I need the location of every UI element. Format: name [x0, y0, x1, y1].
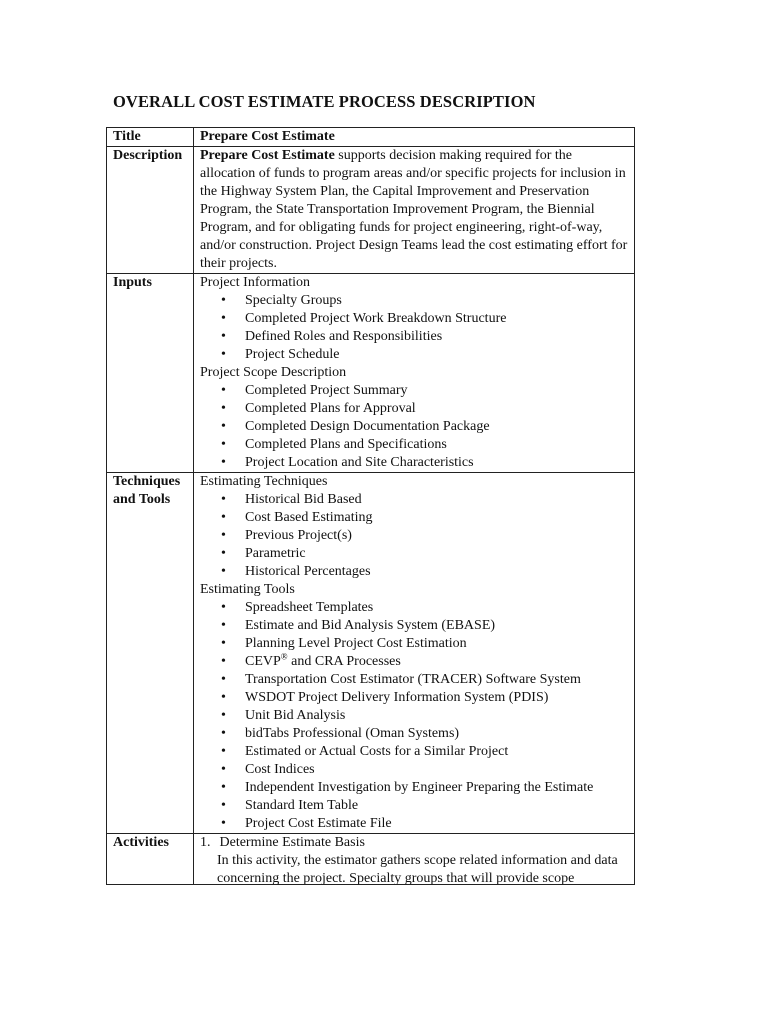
list-item [200, 653, 630, 671]
list-item: • Transportation Cost Estimator (TRACER) Software System [200, 671, 630, 689]
list-item: • Project Location and Site Characteristics [200, 454, 630, 472]
process-table [106, 127, 635, 885]
techniques-group-estimating-techniques: Estimating Techniques [200, 474, 328, 489]
list-item: • Standard Item Table [200, 797, 630, 815]
step-number: 1. [200, 835, 211, 850]
row-label-inputs: Inputs [107, 274, 194, 473]
table-row-inputs [107, 274, 635, 473]
list-item: • Cost Based Estimating [200, 509, 630, 527]
table-row-description [107, 147, 635, 274]
list-item: • Estimate and Bid Analysis System (EBASE) [200, 617, 630, 635]
list-item: • Historical Percentages [200, 563, 630, 581]
list-item: • Completed Project Work Breakdown Structure [200, 310, 630, 328]
list-item: • Completed Design Documentation Package [200, 418, 630, 436]
row-label-activities: Activities [107, 834, 194, 885]
inputs-group-project-information: Project Information [200, 275, 311, 290]
list-item: • Historical Bid Based [200, 491, 630, 509]
list-item: • Specialty Groups [200, 292, 630, 310]
list-item: • Completed Plans for Approval [200, 400, 630, 418]
inputs-value [194, 274, 635, 473]
activities-value [194, 834, 635, 885]
description-text: supports decision making required for the allocation of funds to program areas and/or specific projects for inclusion in the Highway System Plan, the Capital Improvement and Preservation Program, the State Transportation Improvement Program, the Biennial Program, and for obligating funds for project engineering, right-of-way, and/or construction. Project Design Teams lead the cost estimating effort for their projects. [200, 148, 628, 271]
document-title: OVERALL COST ESTIMATE PROCESS DESCRIPTION [113, 92, 536, 111]
list-item: • Estimated or Actual Costs for a Similar Project [200, 743, 630, 761]
description-lead: Prepare Cost Estimate [200, 148, 335, 163]
techniques-value [194, 473, 635, 834]
list-item: • Cost Indices [200, 761, 630, 779]
label-line-1: Techniques [113, 474, 181, 489]
inputs-list-2 [200, 382, 630, 472]
table-row-activities [107, 834, 635, 885]
techniques-list [200, 491, 630, 581]
cevp-rest: and CRA Processes [287, 654, 401, 669]
list-item: • Parametric [200, 545, 630, 563]
title-text: Prepare Cost Estimate [200, 129, 335, 144]
list-item: • Planning Level Project Cost Estimation [200, 635, 630, 653]
list-item: • Project Cost Estimate File [200, 815, 630, 833]
list-item: • Completed Project Summary [200, 382, 630, 400]
table-row-techniques [107, 473, 635, 834]
techniques-group-estimating-tools: Estimating Tools [200, 582, 295, 597]
label-line-2: and Tools [113, 492, 171, 507]
table-row-title [107, 128, 635, 147]
list-item: • Previous Project(s) [200, 527, 630, 545]
list-item: • Independent Investigation by Engineer Preparing the Estimate [200, 779, 630, 797]
activity-step-1 [200, 834, 630, 852]
list-item: • Project Schedule [200, 346, 630, 364]
description-value [194, 147, 635, 274]
list-item: • WSDOT Project Delivery Information System (PDIS) [200, 689, 630, 707]
list-item: • bidTabs Professional (Oman Systems) [200, 725, 630, 743]
step-description: In this activity, the estimator gathers scope related information and data concerning the project. Specialty groups that will provide scope [217, 853, 618, 884]
row-label-title: Title [107, 128, 194, 147]
list-item: • Defined Roles and Responsibilities [200, 328, 630, 346]
row-label-description: Description [107, 147, 194, 274]
registered-mark: ® [280, 651, 288, 662]
inputs-list-1 [200, 292, 630, 364]
row-label-techniques [107, 473, 194, 834]
inputs-group-scope-description: Project Scope Description [200, 365, 347, 380]
cevp-text: CEVP [245, 654, 281, 669]
activities-content [200, 834, 630, 884]
step-title: Determine Estimate Basis [219, 835, 365, 850]
list-item: • Spreadsheet Templates [200, 599, 630, 617]
title-value [194, 128, 635, 147]
list-item: • Unit Bid Analysis [200, 707, 630, 725]
tools-list [200, 599, 630, 833]
list-item: • Completed Plans and Specifications [200, 436, 630, 454]
